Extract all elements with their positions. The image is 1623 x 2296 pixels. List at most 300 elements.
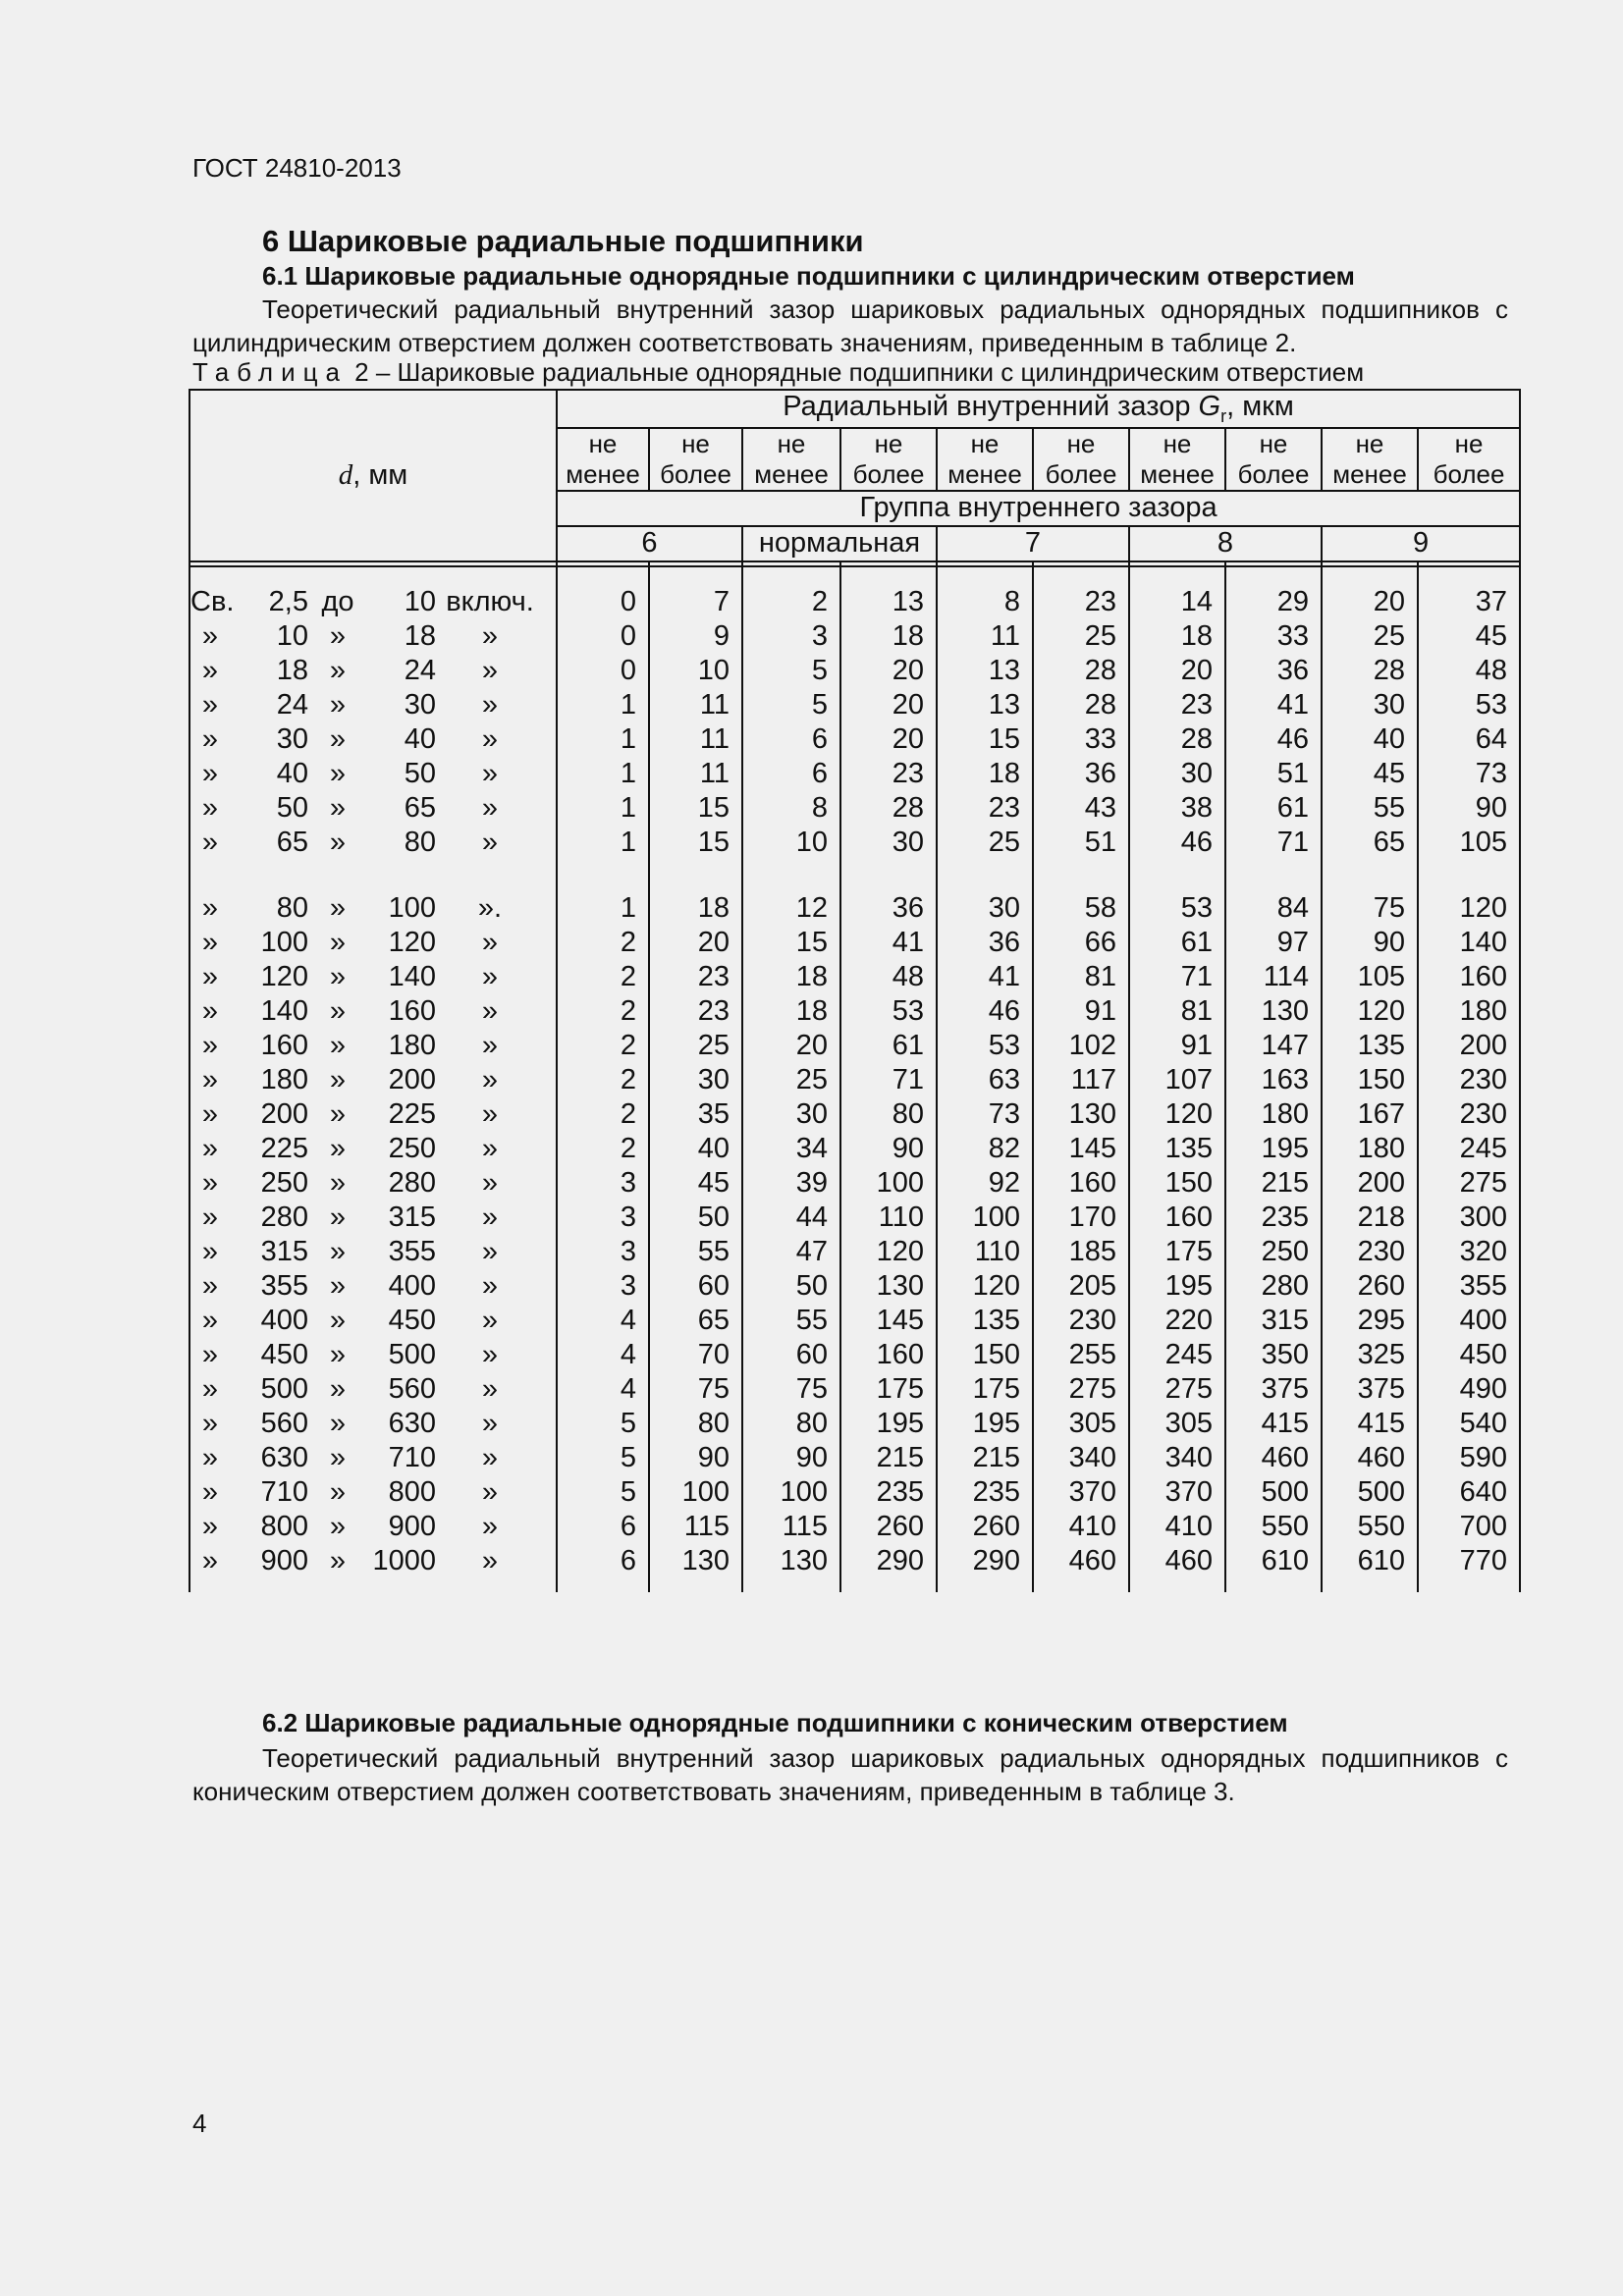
min-value: 150 xyxy=(937,1338,1033,1372)
max-value: 23 xyxy=(649,994,742,1029)
max-value: 75 xyxy=(649,1372,742,1407)
diameter-q: » xyxy=(201,1475,219,1508)
table-row xyxy=(189,1029,1520,1063)
max-value: 115 xyxy=(649,1510,742,1544)
max-value: 195 xyxy=(1225,1132,1322,1166)
max-value: 163 xyxy=(1225,1063,1322,1097)
diameter-range xyxy=(189,1235,557,1269)
diameter-q: » xyxy=(201,926,219,958)
min-value: 2 xyxy=(557,1132,649,1166)
diameter-inc: » xyxy=(481,1441,499,1473)
min-value: 18 xyxy=(742,960,840,994)
max-value: 130 xyxy=(1225,994,1322,1029)
min-value: 375 xyxy=(1322,1372,1418,1407)
max-value: 11 xyxy=(649,688,742,722)
min-value: 167 xyxy=(1322,1097,1418,1132)
diameter-b: 355 xyxy=(388,1235,436,1267)
min-value: 18 xyxy=(742,994,840,1029)
clearance-unit: , мкм xyxy=(1226,391,1294,422)
max-value: 36 xyxy=(1033,757,1129,791)
min-value: 460 xyxy=(1322,1441,1418,1475)
min-value: 130 xyxy=(742,1544,840,1592)
diameter-q: » xyxy=(201,1166,219,1199)
min-value: 30 xyxy=(937,870,1033,926)
min-value: 2 xyxy=(557,994,649,1029)
diameter-do: » xyxy=(329,1475,347,1508)
diameter-q: » xyxy=(201,1510,219,1542)
min-value: 175 xyxy=(1129,1235,1225,1269)
diameter-range xyxy=(189,1441,557,1475)
max-value: 53 xyxy=(840,994,937,1029)
diameter-b: 1000 xyxy=(372,1544,436,1576)
min-value: 107 xyxy=(1129,1063,1225,1097)
header-min xyxy=(742,428,840,491)
diameter-do: » xyxy=(329,1338,347,1370)
min-value: 100 xyxy=(742,1475,840,1510)
diameter-range xyxy=(189,1097,557,1132)
header-min-line1: не xyxy=(970,428,1000,458)
max-value: 80 xyxy=(840,1097,937,1132)
diameter-range xyxy=(189,1475,557,1510)
min-value: 20 xyxy=(742,1029,840,1063)
table-row xyxy=(189,826,1520,870)
min-value: 30 xyxy=(742,1097,840,1132)
max-value: 10 xyxy=(649,654,742,688)
max-value: 48 xyxy=(1418,654,1520,688)
diameter-do: » xyxy=(329,891,347,924)
group-6: 6 xyxy=(557,526,742,561)
diameter-a: 140 xyxy=(260,994,308,1027)
group-normal: нормальная xyxy=(742,526,937,561)
diameter-a: 710 xyxy=(260,1475,308,1508)
max-value: 200 xyxy=(1418,1029,1520,1063)
diameter-q: » xyxy=(201,757,219,789)
header-min-line2: менее xyxy=(947,458,1022,489)
max-value: 120 xyxy=(1418,870,1520,926)
diameter-b: 450 xyxy=(388,1304,436,1336)
max-value: 415 xyxy=(1225,1407,1322,1441)
diameter-range xyxy=(189,870,557,926)
diameter-a: 65 xyxy=(276,826,308,858)
diameter-inc: » xyxy=(481,654,499,686)
min-value: 180 xyxy=(1322,1132,1418,1166)
min-value: 36 xyxy=(937,926,1033,960)
max-value: 170 xyxy=(1033,1201,1129,1235)
diameter-q: » xyxy=(201,1132,219,1164)
min-value: 40 xyxy=(1322,722,1418,757)
diameter-a: 280 xyxy=(260,1201,308,1233)
diameter-range xyxy=(189,791,557,826)
max-value: 160 xyxy=(1418,960,1520,994)
clearance-sub: r xyxy=(1220,405,1227,426)
diameter-b: 710 xyxy=(388,1441,436,1473)
group-8: 8 xyxy=(1129,526,1322,561)
diameter-b: 225 xyxy=(388,1097,436,1130)
min-value: 18 xyxy=(1129,619,1225,654)
min-value: 12 xyxy=(742,870,840,926)
table-row xyxy=(189,1235,1520,1269)
table-row xyxy=(189,1063,1520,1097)
diameter-range xyxy=(189,1269,557,1304)
diameter-inc: » xyxy=(481,1372,499,1405)
min-value: 215 xyxy=(937,1441,1033,1475)
diameter-q: » xyxy=(201,722,219,755)
min-value: 14 xyxy=(1129,566,1225,619)
min-value: 25 xyxy=(742,1063,840,1097)
diameter-range xyxy=(189,619,557,654)
diameter-do: до xyxy=(321,585,354,617)
diameter-q: » xyxy=(201,1029,219,1061)
min-value: 500 xyxy=(1322,1475,1418,1510)
min-value: 20 xyxy=(1129,654,1225,688)
diameter-b: 180 xyxy=(388,1029,436,1061)
max-value: 770 xyxy=(1418,1544,1520,1592)
min-value: 61 xyxy=(1129,926,1225,960)
min-value: 65 xyxy=(1322,826,1418,870)
min-value: 160 xyxy=(1129,1201,1225,1235)
group-header: Группа внутреннего зазора xyxy=(557,491,1520,526)
min-value: 13 xyxy=(937,654,1033,688)
max-value: 110 xyxy=(840,1201,937,1235)
diameter-a: 40 xyxy=(276,757,308,789)
diameter-inc: ». xyxy=(477,891,503,924)
max-value: 305 xyxy=(1033,1407,1129,1441)
diameter-a: 560 xyxy=(260,1407,308,1439)
min-value: 1 xyxy=(557,791,649,826)
table-row xyxy=(189,757,1520,791)
min-value: 50 xyxy=(742,1269,840,1304)
diameter-q: » xyxy=(201,994,219,1027)
diameter-range xyxy=(189,1338,557,1372)
min-value: 15 xyxy=(937,722,1033,757)
diameter-inc: » xyxy=(481,791,499,824)
header-max-line2: более xyxy=(852,458,925,489)
diameter-b: 120 xyxy=(388,926,436,958)
subsection-62-title: 6.2 Шариковые радиальные однорядные подшипники с коническим отверстием xyxy=(262,1708,1288,1737)
diameter-do: » xyxy=(329,1235,347,1267)
max-value: 7 xyxy=(649,566,742,619)
max-value: 23 xyxy=(840,757,937,791)
table-row xyxy=(189,1201,1520,1235)
max-value: 65 xyxy=(649,1304,742,1338)
max-value: 175 xyxy=(840,1372,937,1407)
max-value: 15 xyxy=(649,791,742,826)
diameter-q: » xyxy=(201,619,219,652)
diameter-b: 900 xyxy=(388,1510,436,1542)
min-value: 5 xyxy=(742,688,840,722)
diameter-a: 800 xyxy=(260,1510,308,1542)
diameter-b: 65 xyxy=(404,791,436,824)
max-value: 160 xyxy=(1033,1166,1129,1201)
min-value: 60 xyxy=(742,1338,840,1372)
max-value: 450 xyxy=(1418,1338,1520,1372)
diameter-b: 630 xyxy=(388,1407,436,1439)
max-value: 18 xyxy=(840,619,937,654)
diameter-b: 315 xyxy=(388,1201,436,1233)
max-value: 410 xyxy=(1033,1510,1129,1544)
diameter-b: 18 xyxy=(404,619,436,652)
min-value: 610 xyxy=(1322,1544,1418,1592)
max-value: 490 xyxy=(1418,1372,1520,1407)
diameter-inc: » xyxy=(481,1029,499,1061)
max-value: 70 xyxy=(649,1338,742,1372)
max-value: 235 xyxy=(1225,1201,1322,1235)
max-value: 245 xyxy=(1418,1132,1520,1166)
min-value: 3 xyxy=(742,619,840,654)
diameter-b: 250 xyxy=(388,1132,436,1164)
max-value: 73 xyxy=(1418,757,1520,791)
max-value: 320 xyxy=(1418,1235,1520,1269)
min-value: 110 xyxy=(937,1235,1033,1269)
min-value: 2 xyxy=(557,1063,649,1097)
max-value: 180 xyxy=(1225,1097,1322,1132)
min-value: 410 xyxy=(1129,1510,1225,1544)
diameter-do: » xyxy=(329,1441,347,1473)
diameter-q: » xyxy=(201,1201,219,1233)
max-value: 120 xyxy=(840,1235,937,1269)
table-row xyxy=(189,1372,1520,1407)
diameter-q: Св. xyxy=(190,585,235,617)
diameter-inc: » xyxy=(481,994,499,1027)
min-value: 2 xyxy=(557,1029,649,1063)
diameter-b: 30 xyxy=(404,688,436,721)
max-value: 13 xyxy=(840,566,937,619)
diameter-a: 500 xyxy=(260,1372,308,1405)
min-value: 18 xyxy=(937,757,1033,791)
min-value: 230 xyxy=(1322,1235,1418,1269)
max-value: 102 xyxy=(1033,1029,1129,1063)
diameter-do: » xyxy=(329,1063,347,1095)
diameter-a: 50 xyxy=(276,791,308,824)
diameter-a: 315 xyxy=(260,1235,308,1267)
min-value: 46 xyxy=(937,994,1033,1029)
section-title: 6 Шариковые радиальные подшипники xyxy=(262,224,864,258)
diameter-q: » xyxy=(201,826,219,858)
max-value: 58 xyxy=(1033,870,1129,926)
diameter-inc: » xyxy=(481,1063,499,1095)
clearance-table xyxy=(189,389,1521,1592)
max-value: 81 xyxy=(1033,960,1129,994)
diameter-inc: » xyxy=(481,826,499,858)
min-value: 80 xyxy=(742,1407,840,1441)
max-value: 215 xyxy=(840,1441,937,1475)
table-caption xyxy=(192,357,1364,388)
min-value: 3 xyxy=(557,1201,649,1235)
clearance-header-label: Радиальный внутренний зазор xyxy=(783,391,1191,422)
max-value: 20 xyxy=(649,926,742,960)
max-value: 30 xyxy=(840,826,937,870)
min-value: 100 xyxy=(937,1201,1033,1235)
header-max-line1: не xyxy=(1454,428,1484,458)
max-value: 147 xyxy=(1225,1029,1322,1063)
min-value: 1 xyxy=(557,757,649,791)
header-min-line1: не xyxy=(1163,428,1192,458)
min-value: 8 xyxy=(742,791,840,826)
header-max xyxy=(1033,428,1129,491)
diameter-range xyxy=(189,1201,557,1235)
diameter-range xyxy=(189,1304,557,1338)
min-value: 135 xyxy=(1129,1132,1225,1166)
diameter-do: » xyxy=(329,1544,347,1576)
max-value: 400 xyxy=(1418,1304,1520,1338)
max-value: 350 xyxy=(1225,1338,1322,1372)
table-row xyxy=(189,688,1520,722)
header-max-line2: более xyxy=(1433,458,1505,489)
min-value: 120 xyxy=(1322,994,1418,1029)
diameter-a: 900 xyxy=(260,1544,308,1576)
min-value: 325 xyxy=(1322,1338,1418,1372)
min-value: 6 xyxy=(557,1510,649,1544)
max-value: 25 xyxy=(649,1029,742,1063)
diameter-a: 225 xyxy=(260,1132,308,1164)
min-value: 10 xyxy=(742,826,840,870)
min-value: 175 xyxy=(937,1372,1033,1407)
header-min-line1: не xyxy=(777,428,806,458)
diameter-range xyxy=(189,1063,557,1097)
diameter-q: » xyxy=(201,791,219,824)
min-value: 28 xyxy=(1322,654,1418,688)
diameter-do: » xyxy=(329,1029,347,1061)
diameter-do: » xyxy=(329,826,347,858)
diameter-range xyxy=(189,566,557,619)
max-value: 255 xyxy=(1033,1338,1129,1372)
header-min-line2: менее xyxy=(1332,458,1407,489)
header-max-line1: не xyxy=(1259,428,1288,458)
diameter-b: 24 xyxy=(404,654,436,686)
diameter-do: » xyxy=(329,1201,347,1233)
diameter-do: » xyxy=(329,722,347,755)
subsection-title: 6.1 Шариковые радиальные однорядные подшипники с цилиндрическим отверстием xyxy=(262,261,1355,291)
table-caption-word: Таблица xyxy=(192,357,348,387)
diameter-do: » xyxy=(329,1510,347,1542)
diameter-inc: » xyxy=(481,960,499,992)
table-caption-text: 2 – Шариковые радиальные однорядные подшипники с цилиндрическим отверстием xyxy=(347,357,1365,387)
header-max xyxy=(1418,428,1520,491)
max-value: 51 xyxy=(1225,757,1322,791)
diameter-range xyxy=(189,1372,557,1407)
table-row xyxy=(189,1475,1520,1510)
diameter-inc: » xyxy=(481,1201,499,1233)
max-value: 500 xyxy=(1225,1475,1322,1510)
diameter-do: » xyxy=(329,757,347,789)
diameter-b: 100 xyxy=(388,891,436,924)
min-value: 2 xyxy=(557,926,649,960)
diameter-range xyxy=(189,994,557,1029)
min-value: 235 xyxy=(937,1475,1033,1510)
max-value: 20 xyxy=(840,722,937,757)
min-value: 8 xyxy=(937,566,1033,619)
table-row xyxy=(189,791,1520,826)
diameter-b: 200 xyxy=(388,1063,436,1095)
min-value: 370 xyxy=(1129,1475,1225,1510)
diameter-do: » xyxy=(329,1372,347,1405)
max-value: 41 xyxy=(1225,688,1322,722)
header-min-line2: менее xyxy=(566,458,640,489)
max-value: 11 xyxy=(649,757,742,791)
diameter-b: 80 xyxy=(404,826,436,858)
diameter-do: » xyxy=(329,619,347,652)
max-value: 35 xyxy=(649,1097,742,1132)
diameter-range xyxy=(189,757,557,791)
diameter-inc: » xyxy=(481,1132,499,1164)
min-value: 260 xyxy=(1322,1269,1418,1304)
min-value: 13 xyxy=(937,688,1033,722)
d-header xyxy=(189,390,557,561)
max-value: 375 xyxy=(1225,1372,1322,1407)
min-value: 5 xyxy=(557,1407,649,1441)
header-max-line2: более xyxy=(660,458,731,489)
max-value: 46 xyxy=(1225,722,1322,757)
diameter-range xyxy=(189,1407,557,1441)
min-value: 550 xyxy=(1322,1510,1418,1544)
max-value: 114 xyxy=(1225,960,1322,994)
max-value: 50 xyxy=(649,1201,742,1235)
max-value: 18 xyxy=(649,870,742,926)
max-value: 460 xyxy=(1225,1441,1322,1475)
max-value: 36 xyxy=(840,870,937,926)
header-min xyxy=(1129,428,1225,491)
max-value: 550 xyxy=(1225,1510,1322,1544)
d-header-unit: , мм xyxy=(352,458,408,491)
min-value: 81 xyxy=(1129,994,1225,1029)
header-min-line1: не xyxy=(588,428,618,458)
min-value: 6 xyxy=(742,757,840,791)
diameter-b: 500 xyxy=(388,1338,436,1370)
table-row xyxy=(189,566,1520,619)
table-row xyxy=(189,1338,1520,1372)
subsection-paragraph: Теоретический радиальный внутренний зазор шариковых радиальных однорядных подшипников с цилиндрическим отверстием должен соответствовать значениям, приведенным в таблице 2. xyxy=(192,294,1508,357)
min-value: 41 xyxy=(937,960,1033,994)
diameter-range xyxy=(189,1166,557,1201)
diameter-q: » xyxy=(201,1235,219,1267)
max-value: 64 xyxy=(1418,722,1520,757)
max-value: 48 xyxy=(840,960,937,994)
max-value: 160 xyxy=(840,1338,937,1372)
min-value: 20 xyxy=(1322,566,1418,619)
max-value: 9 xyxy=(649,619,742,654)
diameter-range xyxy=(189,722,557,757)
min-value: 150 xyxy=(1129,1166,1225,1201)
diameter-q: » xyxy=(201,891,219,924)
min-value: 5 xyxy=(742,654,840,688)
diameter-inc: » xyxy=(481,688,499,721)
diameter-q: » xyxy=(201,1372,219,1405)
min-value: 105 xyxy=(1322,960,1418,994)
diameter-q: » xyxy=(201,960,219,992)
min-value: 25 xyxy=(1322,619,1418,654)
max-value: 66 xyxy=(1033,926,1129,960)
max-value: 540 xyxy=(1418,1407,1520,1441)
min-value: 290 xyxy=(937,1544,1033,1592)
document-code: ГОСТ 24810-2013 xyxy=(192,153,402,183)
diameter-do: » xyxy=(329,960,347,992)
diameter-a: 120 xyxy=(260,960,308,992)
max-value: 280 xyxy=(1225,1269,1322,1304)
max-value: 51 xyxy=(1033,826,1129,870)
max-value: 45 xyxy=(1418,619,1520,654)
min-value: 460 xyxy=(1129,1544,1225,1592)
min-value: 275 xyxy=(1129,1372,1225,1407)
max-value: 55 xyxy=(649,1235,742,1269)
min-value: 3 xyxy=(557,1235,649,1269)
header-max-line1: не xyxy=(681,428,710,458)
max-value: 28 xyxy=(1033,688,1129,722)
diameter-a: 80 xyxy=(276,891,308,924)
max-value: 23 xyxy=(649,960,742,994)
min-value: 53 xyxy=(1129,870,1225,926)
diameter-range xyxy=(189,1544,557,1592)
table-row xyxy=(189,994,1520,1029)
